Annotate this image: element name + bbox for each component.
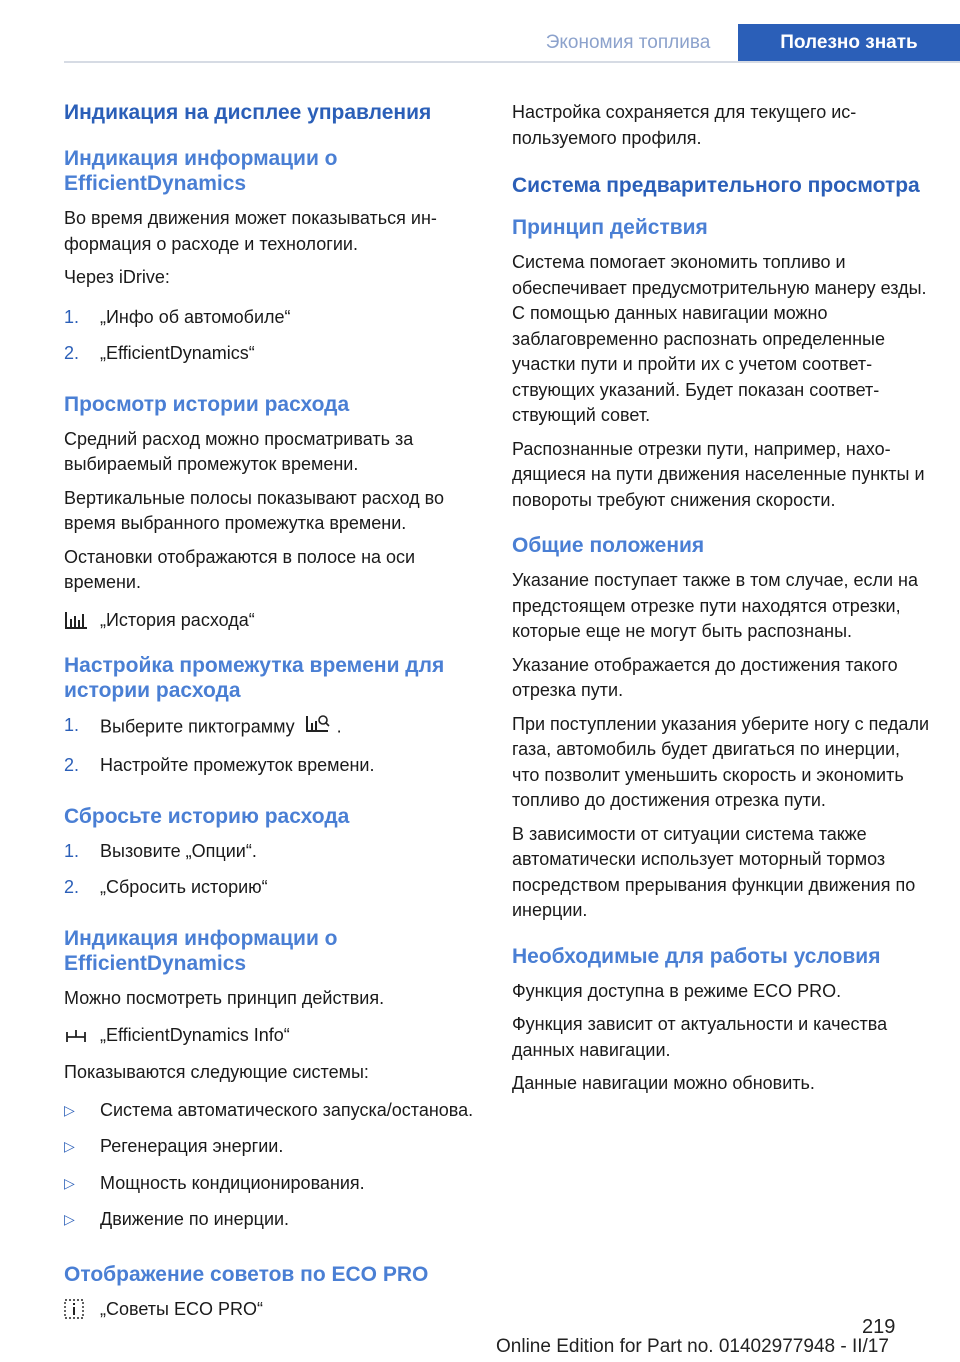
list-text: Выберите пиктограмму — [100, 716, 295, 736]
eco-pro-tips-heading: Отображение советов по ECO PRO — [64, 1262, 429, 1286]
right-column — [512, 100, 932, 1105]
info-icon — [64, 1297, 100, 1321]
list-number: 2. — [64, 755, 80, 775]
list-text: Движение по инерции. — [100, 1209, 290, 1229]
list-item — [64, 1098, 474, 1124]
paragraph: При поступлении указания уберите ногу с педали газа, автомобиль будет двигаться по инерции, что позволит уменьшить скорость и экономить топливо до достижения отрезка пути. — [512, 713, 929, 810]
paragraph: Вертикальные полосы показывают расход во время выбранного промежутка времени. — [64, 487, 445, 533]
list-suffix: . — [336, 716, 342, 736]
tips-icon-row — [64, 1297, 474, 1322]
page-number: 219 — [862, 1316, 896, 1338]
paragraph: Остановки отображаются в полосе на оси времени. — [64, 546, 416, 592]
paragraph: В зависимости от ситуации система также автоматически использует моторный тормоз посредством прерывания функции движения по инерции. — [512, 823, 916, 920]
icon-label: „История расхода“ — [100, 609, 255, 630]
list-text: Регенерация энергии. — [100, 1136, 284, 1156]
list-item — [64, 1134, 474, 1160]
paragraph: Данные навигации можно обновить. — [512, 1073, 815, 1093]
list-item — [64, 839, 474, 865]
magnify-chart-icon — [305, 713, 331, 743]
header-divider — [64, 61, 960, 63]
bullet-marker: ▷ — [64, 1211, 75, 1227]
paragraph: Показываются следующие системы: — [64, 1062, 369, 1082]
list-text: „EfficientDynamics“ — [100, 343, 255, 363]
efficientdynamics-heading: Индикация информации о EfficientDynamics — [64, 147, 338, 195]
list-number: 2. — [64, 343, 80, 363]
paragraph: Через iDrive: — [64, 267, 170, 287]
list-number: 2. — [64, 877, 80, 897]
list-item — [64, 341, 474, 367]
tab-fuel-economy[interactable]: Экономия топлива — [545, 32, 711, 53]
conditions-heading: Необходимые для работы условия — [512, 944, 881, 968]
list-item — [64, 875, 474, 901]
general-heading: Общие положения — [512, 534, 705, 557]
reset-history-heading: Сбросьте историю расхода — [64, 804, 350, 828]
list-text: Система автоматического запуска/останова. — [100, 1099, 474, 1120]
paragraph: Система помогает экономить топливо и обеспечивает предусмотрительную манеру езды. С помощью данных навигации можно заблаговременно распознать определенные участки пути и пройти их с учетом соответствующих указаний. Будет показан соответствующий совет. — [512, 252, 927, 425]
bullet-marker: ▷ — [64, 1174, 75, 1191]
history-icon-row — [64, 608, 474, 633]
paragraph: Функция доступна в режиме ECO PRO. — [512, 980, 842, 1001]
paragraph: Функция зависит от актуальности и качества данных навигации. — [512, 1014, 888, 1060]
paragraph: Настройка сохраняется для текущего используемого профиля. — [512, 102, 857, 148]
list-item — [64, 753, 474, 779]
list-text: „Сбросить историю“ — [100, 877, 268, 897]
info-icon-row — [64, 1023, 474, 1048]
tab-useful-to-know[interactable]: Полезно знать — [738, 24, 960, 62]
footer-edition: Online Edition for Part no. 01402977948 - II/17 — [496, 1336, 889, 1357]
left-column — [64, 100, 474, 1334]
list-item — [64, 1171, 474, 1197]
icon-label: „EfficientDynamics Info“ — [100, 1025, 290, 1045]
consumption-history-heading: Просмотр истории расхода — [64, 392, 350, 416]
powertrain-icon — [64, 1024, 100, 1048]
list-text: Настройте промежуток времени. — [100, 755, 375, 775]
list-item — [64, 713, 474, 743]
bullet-marker: ▷ — [64, 1138, 75, 1154]
time-range-heading: Настройка промежутка времени для истории расхода — [64, 653, 445, 702]
section-title: Индикация на дисплее управления — [64, 101, 432, 124]
paragraph: Во время движения может показываться информация о расходе и технологии. — [64, 208, 437, 254]
paragraph: Можно посмотреть принцип действия. — [64, 987, 385, 1008]
paragraph: Средний расход можно просматривать за выбираемый промежуток времени. — [64, 428, 414, 474]
principle-heading: Принцип действия — [512, 216, 708, 239]
paragraph: Указание отображается до достижения такого отрезка пути. — [512, 654, 898, 700]
bullet-marker: ▷ — [64, 1101, 75, 1118]
list-item — [64, 1207, 474, 1233]
list-number: 1. — [64, 306, 80, 327]
efficientdynamics-info-heading: Индикация информации о EfficientDynamics — [64, 926, 338, 975]
preview-system-title: Система предварительного просмотра — [512, 174, 920, 197]
paragraph: Указание поступает также в том случае, если на предстоящем отрезке пути находятся отрезки, которые еще не могут быть распознаны. — [512, 570, 918, 641]
icon-label: „Советы ECO PRO“ — [100, 1298, 263, 1319]
list-number: 1. — [64, 714, 80, 735]
list-text: Мощность кондиционирования. — [100, 1172, 365, 1193]
list-item — [64, 305, 474, 331]
paragraph: Распознанные отрезки пути, например, находящиеся на пути движения населенные пункты и повороты требуют снижения скорости. — [512, 438, 925, 510]
list-text: Вызовите „Опции“. — [100, 840, 257, 861]
list-number: 1. — [64, 840, 80, 861]
list-text: „Инфо об автомобиле“ — [100, 306, 291, 327]
bar-chart-icon — [64, 608, 100, 632]
